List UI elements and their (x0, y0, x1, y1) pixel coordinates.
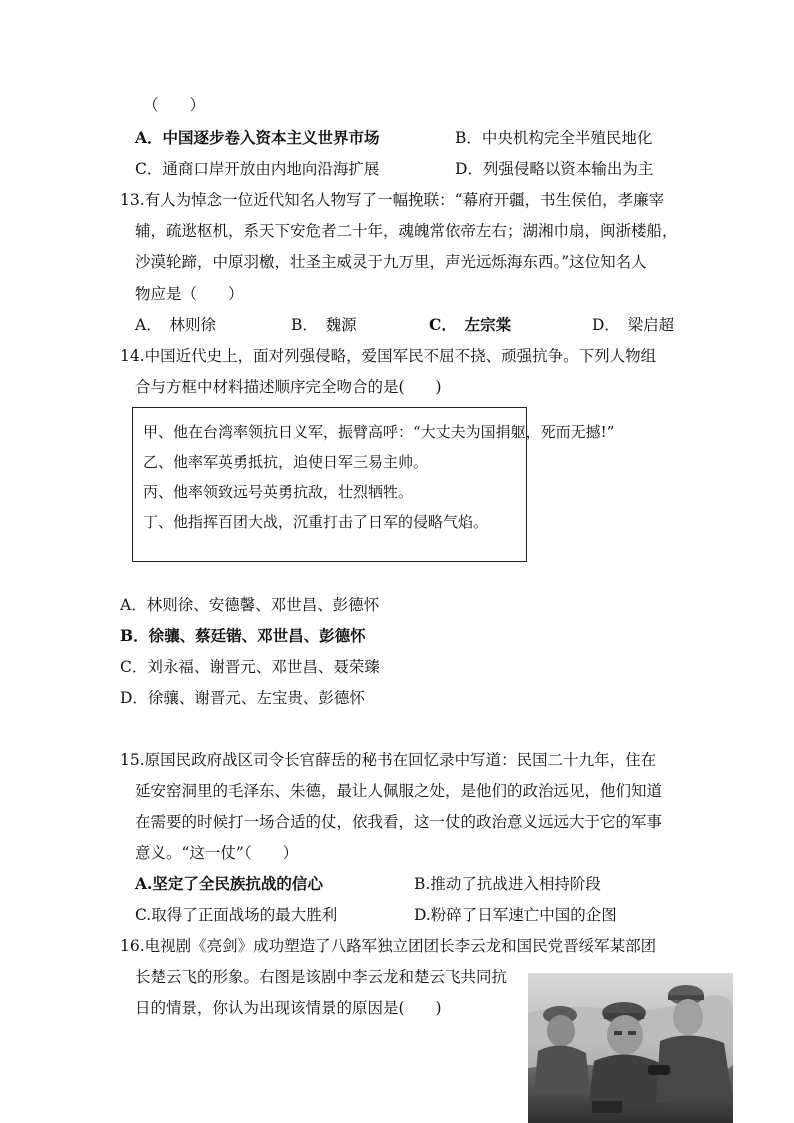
q13-option-b: B． 魏源 (291, 316, 357, 334)
material-line-ding: 丁、他指挥百团大战，沉重打击了日军的侵略气焰。 (143, 513, 489, 531)
q15-stem-line-2: 延安窑洞里的毛泽东、朱德，最让人佩服之处，是他们的政治远见，他们知道 (135, 782, 663, 800)
q16-stem-line-2: 长楚云飞的形象。右图是该剧中李云龙和楚云飞共同抗 (135, 968, 508, 986)
q12-option-a: A．中国逐步卷入资本主义世界市场 (135, 128, 380, 147)
q15-option-c: C.取得了正面战场的最大胜利 (135, 906, 338, 924)
q12-option-b: B．中央机构完全半殖民地化 (455, 129, 653, 147)
q14-option-a: A．林则徐、安德馨、邓世昌、彭德怀 (120, 596, 380, 614)
q15-stem-line-3: 在需要的时候打一场合适的仗，依我看，这一仗的政治意义远远大于它的军事 (135, 813, 663, 831)
q14-material-box (132, 407, 615, 562)
q13-stem-line-2: 辅，疏逖枢机，系天下安危者二十年，魂魄常依帝左右；湖湘巾扇，闽浙楼船， (135, 222, 678, 240)
material-line-yi: 乙、他率军英勇抵抗，迫使日军三易主帅。 (143, 453, 429, 471)
q14-stem-line-1: 14.中国近代史上，面对列强侵略，爱国军民不屈不挠、顽强抗争。下列人物组 (120, 347, 657, 365)
q13-option-d: D． 梁启超 (592, 316, 675, 334)
drama-still-photo (528, 973, 733, 1123)
q13-stem-line-3: 沙漠轮蹄，中原羽檄，壮圣主威灵于九万里，声光远烁海东西。”这位知名人 (135, 253, 647, 271)
q15-option-d: D.粉碎了日军速亡中国的企图 (414, 906, 617, 924)
q15-option-b: B.推动了抗战进入相持阶段 (414, 875, 601, 893)
q15-option-a: A.坚定了全民族抗战的信心 (135, 874, 323, 893)
material-line-bing: 丙、他率领致远号英勇抗敌，壮烈牺牲。 (143, 483, 414, 501)
q13-option-c: C． 左宗棠 (429, 315, 512, 334)
material-line-jia: 甲、他在台湾率领抗日义军，振臂高呼：“大丈夫为国捐躯，死而无撼!” (143, 423, 615, 441)
q15-stem-line-1: 15.原国民政府战区司令长官薛岳的秘书在回忆录中写道：民国二十九年，住在 (120, 751, 657, 769)
q14-stem-line-2: 合与方框中材料描述顺序完全吻合的是( ) (135, 378, 442, 396)
q14-option-b: B．徐骧、蔡廷锴、邓世昌、彭德怀 (120, 626, 366, 645)
q14-option-c: C．刘永福、谢晋元、邓世昌、聂荣臻 (120, 658, 380, 676)
q12-answer-paren: （ ） (143, 96, 206, 114)
q13-stem-line-4: 物应是（ ） (135, 285, 244, 303)
q13-option-a: A． 林则徐 (135, 316, 216, 334)
q14-option-d: D．徐骧、谢晋元、左宝贵、彭德怀 (120, 689, 365, 707)
q13-stem-line-1: 13.有人为悼念一位近代知名人物写了一幅挽联：“幕府开疆，书生侯伯，孝廉宰 (120, 191, 665, 209)
q12-option-c: C．通商口岸开放由内地向沿海扩展 (135, 160, 380, 178)
q15-stem-line-4: 意义。“这一仗”（ ） (135, 844, 299, 862)
q12-option-d: D．列强侵略以资本输出为主 (455, 160, 654, 178)
q16-stem-line-1: 16.电视剧《亮剑》成功塑造了八路军独立团团长李云龙和国民党晋绥军某部团 (120, 937, 657, 955)
q16-stem-line-3: 日的情景，你认为出现该情景的原因是( ) (135, 999, 442, 1017)
